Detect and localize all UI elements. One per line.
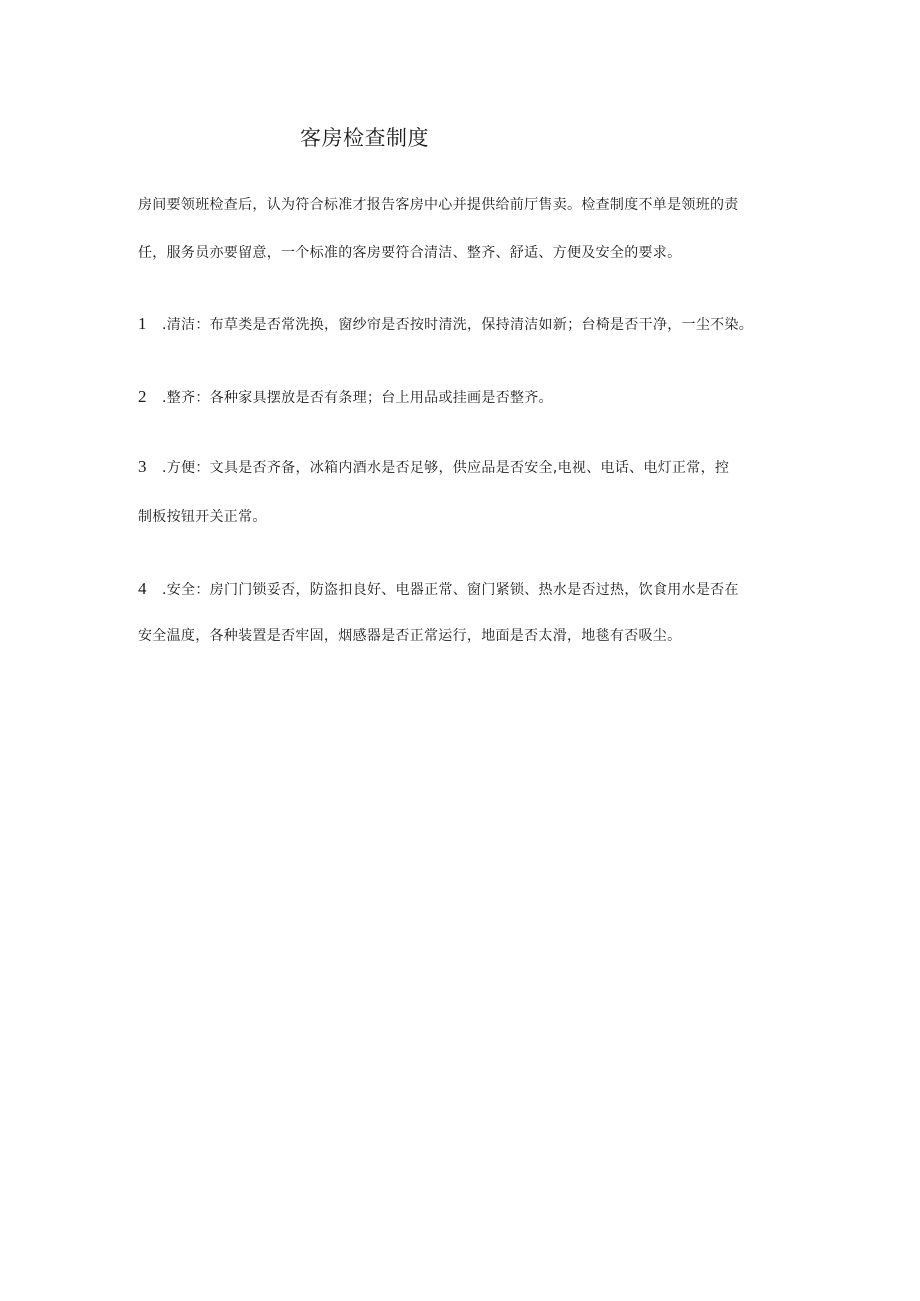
item-3-line-1 bbox=[138, 456, 729, 479]
intro-line-1: 房间要领班检查后，认为符合标准才报告客房中心并提供给前厅售卖。检查制度不单是领班的责 bbox=[138, 197, 739, 213]
item-2 bbox=[138, 386, 553, 409]
item-1-text: .清洁：布草类是否常洗换，窗纱帘是否按时清洗，保持清洁如新；台椅是否干净，一尘不染。 bbox=[162, 317, 754, 333]
document-title: 客房检查制度 bbox=[300, 126, 429, 150]
item-4-line-2: 安全温度，各种装置是否牢固，烟感器是否正常运行，地面是否太滑，地毯有否吸尘。 bbox=[138, 628, 682, 644]
item-3-number: 3 bbox=[138, 457, 147, 476]
item-3-line-2: 制板按钮开关正常。 bbox=[138, 509, 267, 525]
item-4-line-1 bbox=[138, 578, 739, 601]
intro-line-2: 任，服务员亦要留意，一个标准的客房要符合清洁、整齐、舒适、方便及安全的要求。 bbox=[138, 245, 682, 261]
item-4-number: 4 bbox=[138, 579, 147, 598]
item-2-text: .整齐：各种家具摆放是否有条理；台上用品或挂画是否整齐。 bbox=[162, 390, 553, 406]
item-1-number: 1 bbox=[138, 314, 147, 333]
item-4-text-1: .安全：房门门锁妥否，防盗扣良好、电器正常、窗门紧锁、热水是否过热，饮食用水是否在 bbox=[162, 582, 739, 598]
item-1 bbox=[138, 313, 753, 336]
item-2-number: 2 bbox=[138, 387, 147, 406]
item-3-text-1: .方便：文具是否齐备，冰箱内酒水是否足够，供应品是否安全,电视、电话、电灯正常，控 bbox=[162, 460, 730, 476]
